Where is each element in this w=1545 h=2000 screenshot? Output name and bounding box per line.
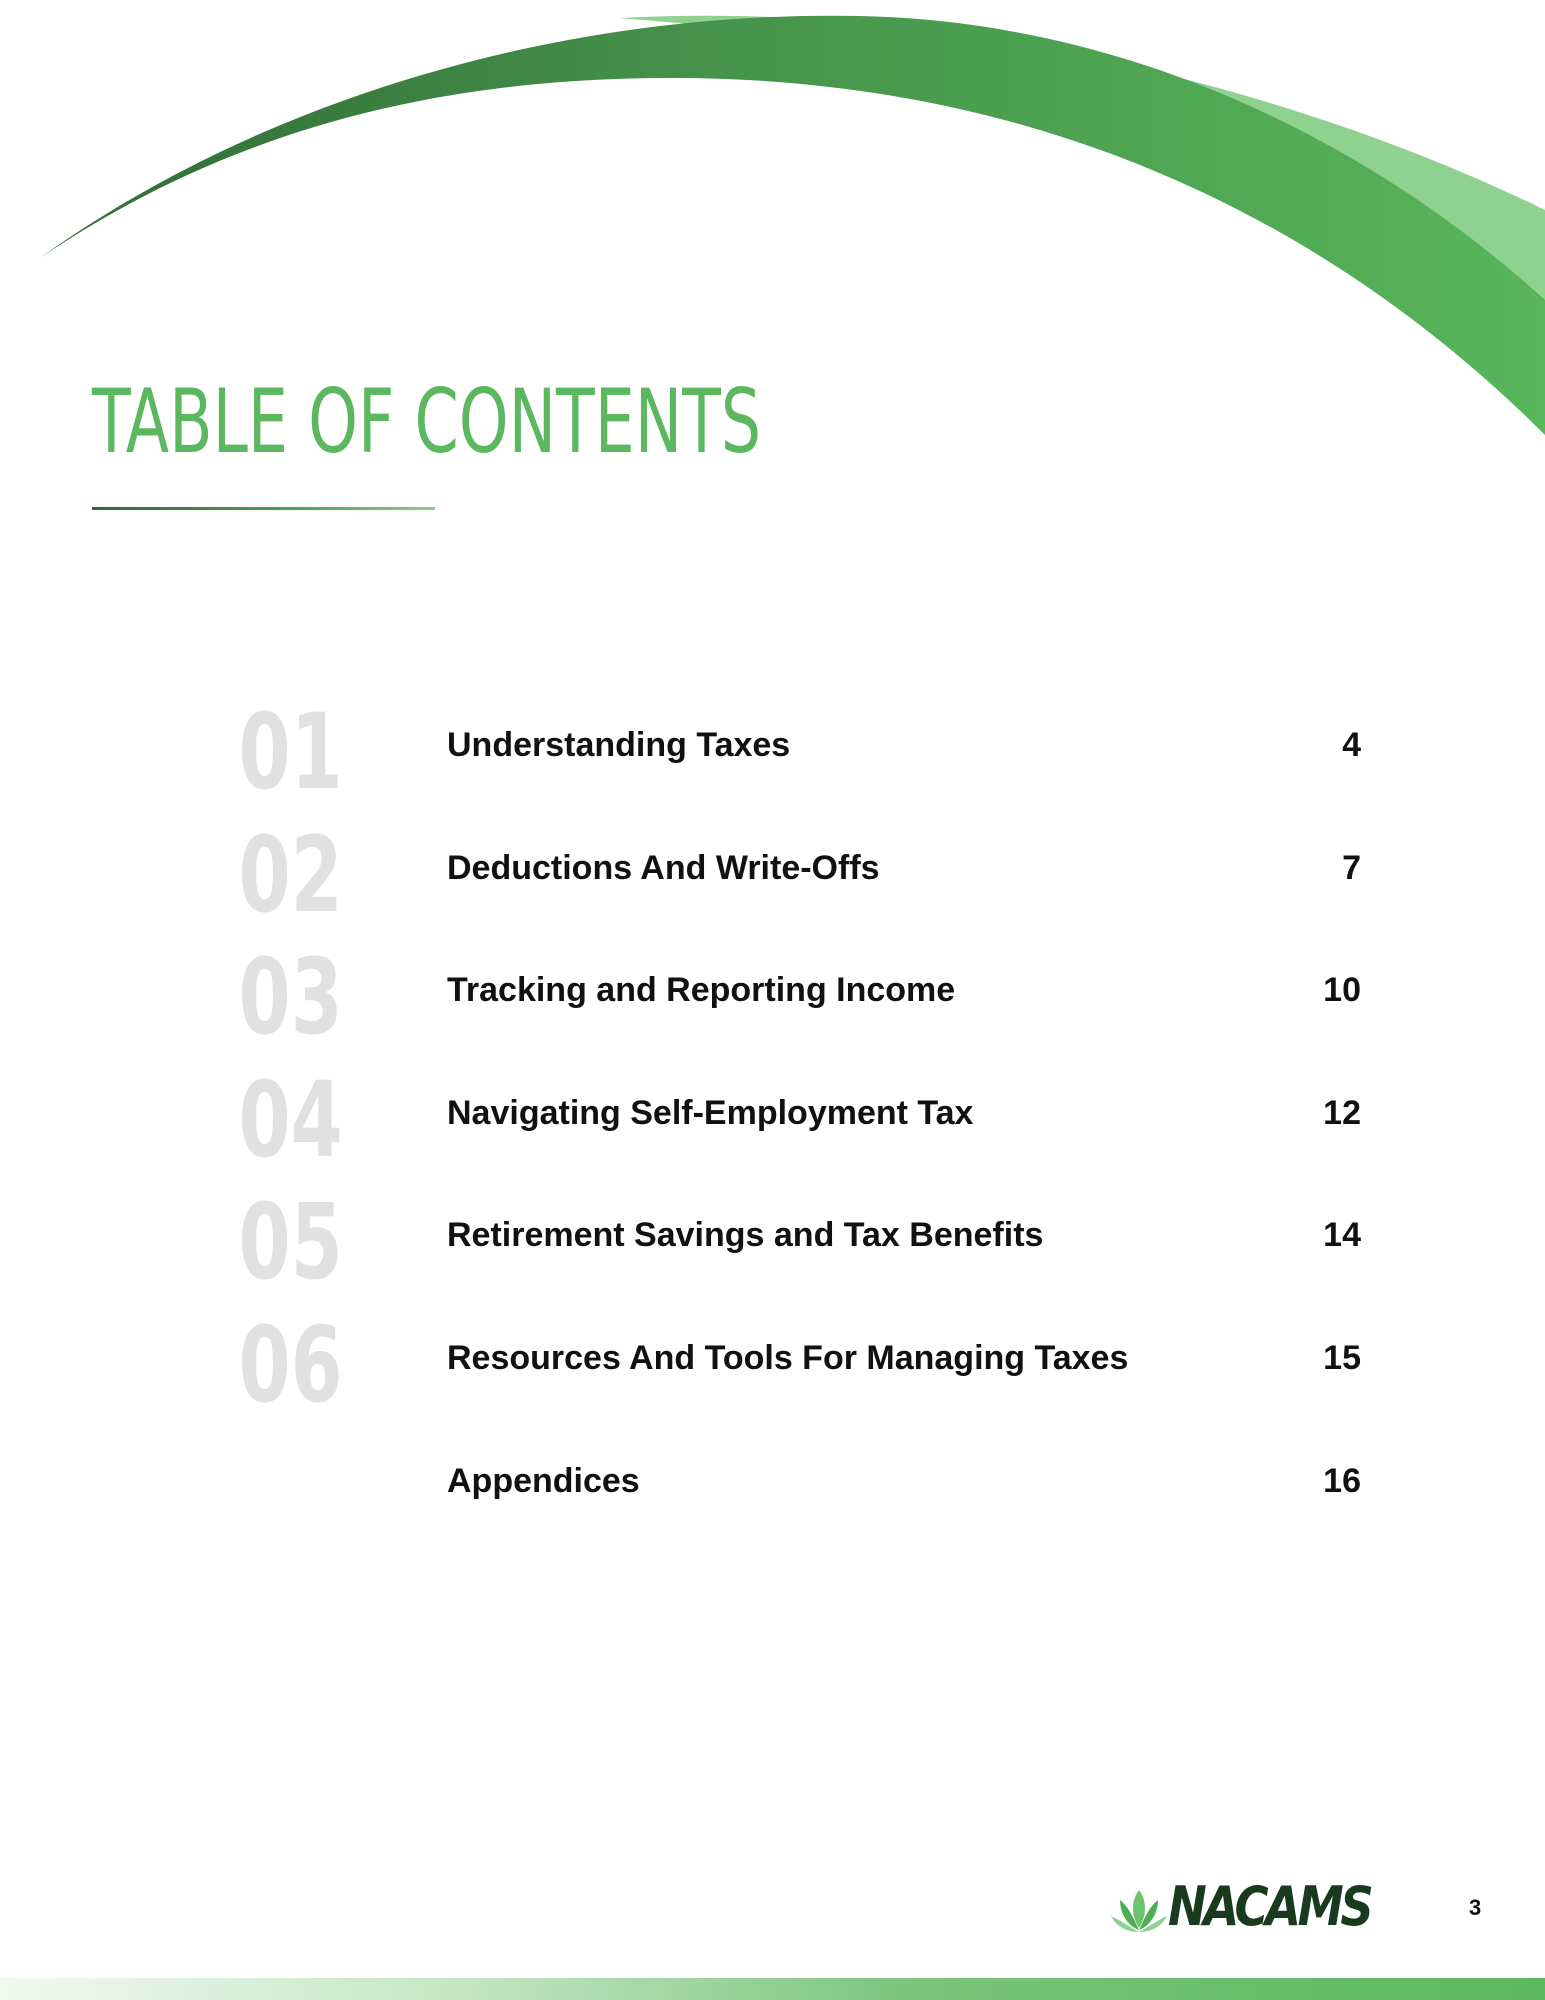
toc-entry[interactable]: [0, 936, 1545, 1067]
toc-entry[interactable]: [0, 1059, 1545, 1190]
toc-entry-page: 12: [1323, 1094, 1361, 1132]
logo-wordmark: NACAMS: [1168, 1875, 1371, 1938]
toc-entry-label: Navigating Self-Employment Tax: [447, 1094, 974, 1132]
toc-entry-page: 14: [1323, 1216, 1361, 1254]
toc-entry-number: 06: [238, 1304, 343, 1426]
toc-entry[interactable]: [0, 1436, 1545, 1558]
footer-gradient-bar: [0, 1978, 1545, 2000]
toc-entry-page: 16: [1323, 1462, 1361, 1500]
lotus-icon: [1110, 1886, 1168, 1934]
toc-entry[interactable]: [0, 1304, 1545, 1435]
toc-entry-label: Retirement Savings and Tax Benefits: [447, 1216, 1044, 1254]
nacams-logo: [1110, 1875, 1410, 1938]
toc-entry-page: 10: [1323, 971, 1361, 1009]
toc-entry-label: Understanding Taxes: [447, 726, 791, 764]
toc-entry[interactable]: [0, 814, 1545, 945]
toc-entry-page: 7: [1342, 849, 1361, 887]
toc-entry-page: 15: [1323, 1339, 1361, 1377]
toc-entry-number: 03: [238, 936, 343, 1058]
toc-entry-number: 05: [238, 1181, 343, 1303]
toc-entry-number: 04: [238, 1059, 343, 1181]
page-number: 3: [1469, 1895, 1482, 1920]
title-underline: [92, 507, 435, 510]
toc-entry[interactable]: [0, 691, 1545, 822]
toc-entry[interactable]: [0, 1181, 1545, 1312]
toc-entry-number: 01: [238, 691, 343, 813]
toc-entry-label: Tracking and Reporting Income: [447, 971, 956, 1009]
page-title: TABLE OF CONTENTS: [92, 370, 762, 473]
toc-entry-number: 02: [238, 814, 343, 936]
toc-entry-page: 4: [1342, 726, 1361, 764]
toc-entry-label: Deductions And Write-Offs: [447, 849, 880, 887]
toc-entry-label: Resources And Tools For Managing Taxes: [447, 1339, 1129, 1377]
toc-entry-label: Appendices: [447, 1462, 640, 1500]
